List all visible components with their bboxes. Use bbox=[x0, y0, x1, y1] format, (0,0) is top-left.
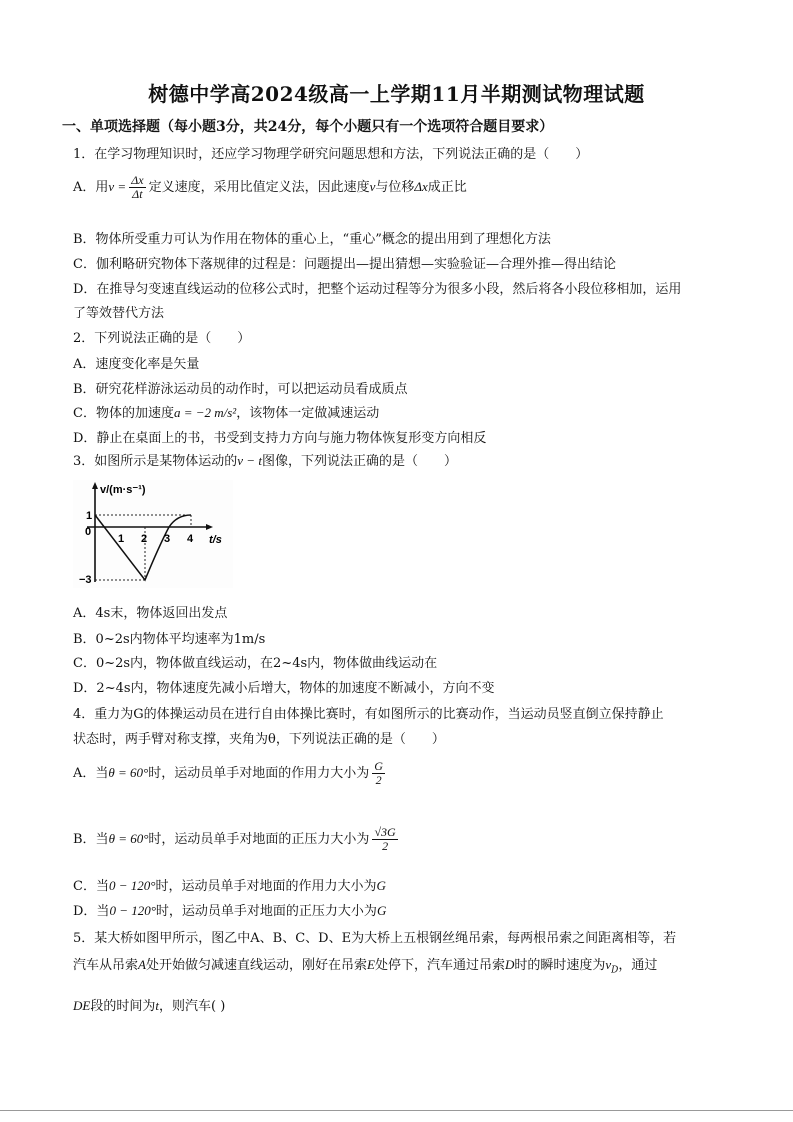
x-tick-1: 1 bbox=[118, 533, 125, 545]
q1-option-c: C．伽利略研究物体下落规律的过程是：问题提出—提出猜想—实验验证—合理外推—得出结论 bbox=[73, 257, 616, 272]
q4-option-a: A．当θ = 60°时，运动员单手对地面的作用力大小为 $\frac{G}{2}$ bbox=[73, 759, 383, 787]
q4-stem: 4．重力为G的体操运动员在进行自由体操比赛时，有如图所示的比赛动作，当运动员竖直倒立保持静止 bbox=[73, 707, 664, 722]
q1-stem: 1．在学习物理知识时，还应学习物理学研究问题思想和方法，下列说法正确的是（ ） bbox=[73, 147, 589, 162]
q4-stem-cont: 状态时，两手臂对称支撑，夹角为θ，下列说法正确的是（ ） bbox=[73, 732, 445, 747]
vt-graph bbox=[73, 480, 233, 588]
q3-option-b: B．0~2s内物体平均速率为1m/s bbox=[73, 632, 266, 647]
page-title: 树德中学高2024级高一上学期11月半期测试物理试题 bbox=[148, 82, 645, 106]
page-divider bbox=[0, 1110, 793, 1111]
q2-stem: 2．下列说法正确的是（ ） bbox=[73, 331, 251, 346]
y-tick-1: 1 bbox=[86, 510, 93, 522]
q2-option-c: C．物体的加速度a = −2 m/s²，该物体一定做减速运动 bbox=[73, 405, 380, 421]
q5-stem-cont: 汽车从吊索A处开始做匀减速直线运动，刚好在吊索E处停下，汽车通过吊索D时的瞬时速度为$v_D$，通过 bbox=[73, 957, 658, 976]
q4-option-b: B．当θ = 60°时，运动员单手对地面的正压力大小为 $\frac{√3G}{2}$ bbox=[73, 825, 396, 853]
y-tick-neg3: −3 bbox=[79, 574, 92, 586]
q3-stem: 3．如图所示是某物体运动的v − t图像，下列说法正确的是（ ） bbox=[73, 453, 457, 469]
y-tick-0: 0 bbox=[85, 526, 92, 538]
x-tick-2: 2 bbox=[141, 533, 148, 545]
q4-option-c: C．当0 − 120°时，运动员单手对地面的作用力大小为G bbox=[73, 878, 386, 894]
q4-b-fraction: $\frac{√3G}{2}$ bbox=[374, 825, 396, 853]
q4-option-d: D．当0 − 120°时，运动员单手对地面的正压力大小为G bbox=[73, 903, 387, 919]
q2-option-a: A．速度变化率是矢量 bbox=[73, 357, 200, 372]
x-tick-4: 4 bbox=[187, 533, 194, 545]
q2-option-b: B．研究花样游泳运动员的动作时，可以把运动员看成质点 bbox=[73, 382, 408, 397]
q3-option-c: C．0~2s内，物体做直线运动，在2~4s内，物体做曲线运动在 bbox=[73, 656, 438, 671]
x-axis-label: t/s bbox=[209, 534, 222, 546]
q1-option-d-cont: 了等效替代方法 bbox=[73, 306, 165, 321]
q1-option-a: A．用v = $\frac{\Delta x}{\Delta t}$ 定义速度，采用比值定义法，因此速度v与位移Δx成正比 bbox=[73, 173, 467, 201]
q2-option-d: D．静止在桌面上的书，书受到支持力方向与施力物体恢复形变方向相反 bbox=[73, 431, 487, 446]
q5-stem-end: DE段的时间为t，则汽车( ) bbox=[73, 998, 226, 1014]
q1-a-fraction: $\frac{\Delta x}{\Delta t}$ bbox=[131, 173, 144, 201]
x-tick-3: 3 bbox=[164, 533, 171, 545]
y-axis-label: v/(m·s⁻¹) bbox=[100, 484, 146, 496]
q5-stem: 5．某大桥如图甲所示，图乙中A、B、C、D、E为大桥上五根钢丝绳吊索，每两根吊索之间距离相等，若 bbox=[73, 931, 677, 946]
q1-option-d: D．在推导匀变速直线运动的位移公式时，把整个运动过程等分为很多小段，然后将各小段位移相加，运用 bbox=[73, 282, 682, 297]
q4-a-fraction: $\frac{G}{2}$ bbox=[374, 759, 383, 787]
section-heading: 一、单项选择题（每小题3分，共24分，每个小题只有一个选项符合题目要求） bbox=[62, 119, 554, 135]
q1-option-b: B．物体所受重力可认为作用在物体的重心上，“重心”概念的提出用到了理想化方法 bbox=[73, 232, 551, 247]
q3-option-a: A．4s末，物体返回出发点 bbox=[73, 606, 228, 621]
q3-option-d: D．2~4s内，物体速度先减小后增大，物体的加速度不断减小，方向不变 bbox=[73, 681, 495, 696]
